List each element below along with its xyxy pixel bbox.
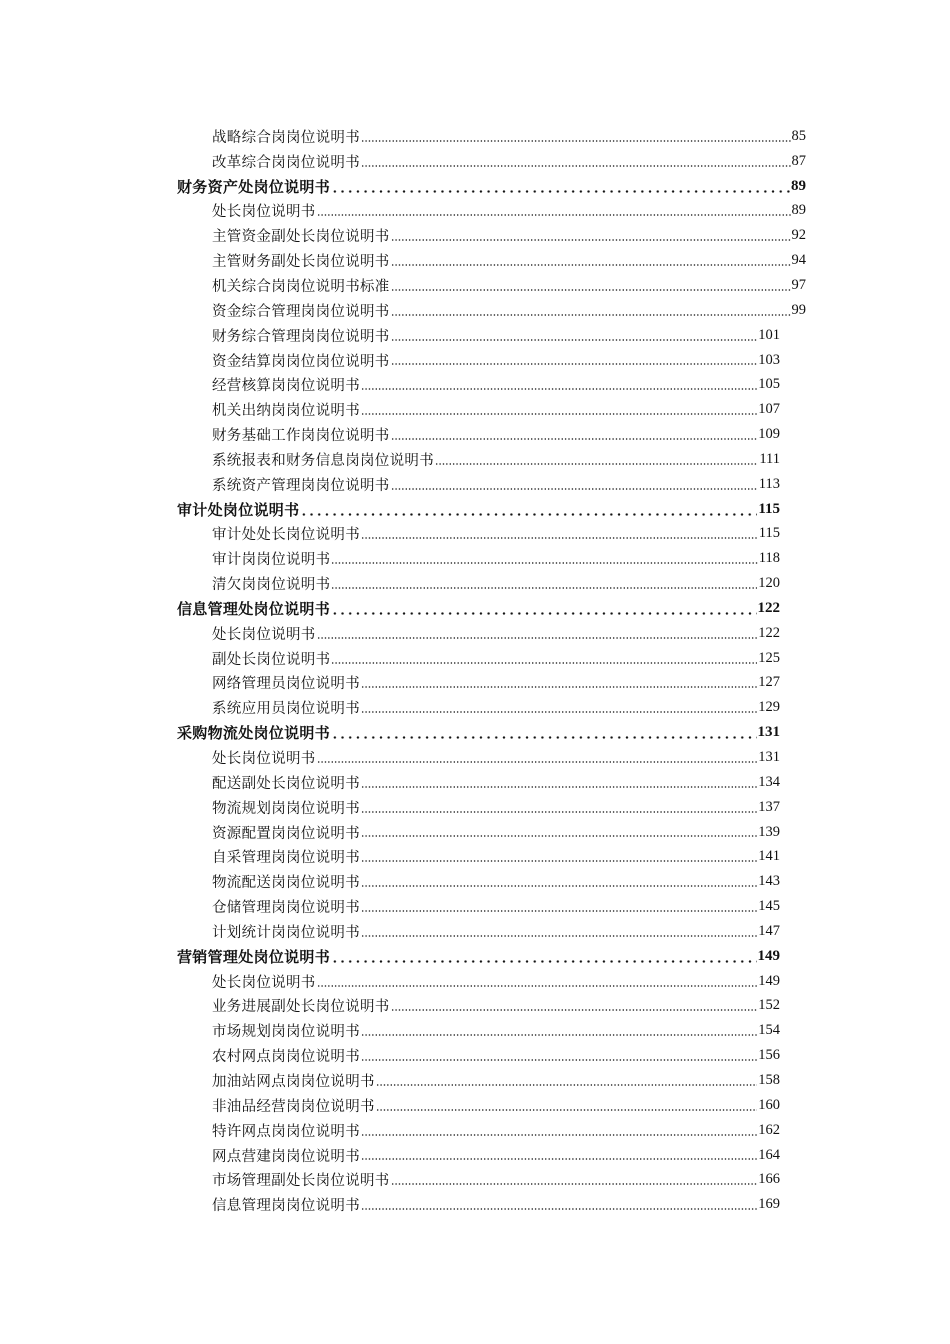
toc-entry[interactable] [212,1118,780,1143]
toc-dot-leader [376,1093,757,1118]
toc-dot-leader [331,571,757,596]
toc-page-number: 113 [758,475,780,492]
toc-entry-title: 资源配置岗岗位说明书 [212,825,360,842]
toc-entry-title: 农村网点岗岗位说明书 [212,1049,360,1066]
toc-entry[interactable] [212,447,780,472]
toc-dot-leader [391,223,791,248]
toc-page-number: 94 [791,252,806,269]
toc-page-number: 143 [758,873,780,890]
toc-entry-title: 配送副处长岗位说明书 [212,775,360,792]
toc-page-number: 111 [759,450,780,467]
toc-entry[interactable] [212,894,780,919]
toc-entry-title: 改革综合岗岗位说明书 [212,154,360,171]
toc-entry[interactable] [212,621,780,646]
toc-page-number: 156 [758,1047,780,1064]
toc-page-number: 125 [758,649,780,666]
toc-dot-leader [391,273,791,298]
toc-page-number: 89 [791,202,806,219]
toc-entry[interactable] [212,422,780,447]
toc-section-entry[interactable] [177,174,806,199]
toc-entry[interactable] [212,969,780,994]
toc-page-number: 99 [791,301,806,318]
toc-dot-leader [361,671,757,696]
toc-page-number: 134 [758,773,780,790]
toc-entry-title: 资金综合管理岗岗位说明书 [212,303,390,320]
toc-entry-title: 采购物流处岗位说明书 [177,724,331,743]
toc-dot-leader [331,596,756,621]
toc-entry[interactable] [212,820,780,845]
toc-entry-title: 审计处处长岗位说明书 [212,527,360,544]
toc-entry-title: 经营核算岗岗位说明书 [212,378,360,395]
toc-dot-leader [435,447,758,472]
toc-entry[interactable] [212,1143,780,1168]
toc-page-number: 139 [758,823,780,840]
toc-entry-title: 市场规划岗岗位说明书 [212,1024,360,1041]
toc-entry[interactable] [212,844,780,869]
toc-page-number: 101 [758,326,780,343]
toc-entry-title: 机关综合岗岗位说明书标准 [212,278,390,295]
toc-dot-leader [391,248,791,273]
toc-dot-leader [331,720,756,745]
toc-dot-leader [391,1167,758,1192]
toc-entry-title: 仓储管理岗岗位说明书 [212,900,360,917]
toc-entry-title: 加油站网点岗岗位说明书 [212,1073,375,1090]
toc-page-number: 127 [758,674,780,691]
toc-dot-leader [361,820,757,845]
toc-entry[interactable] [212,1192,780,1217]
toc-page-number: 131 [758,749,780,766]
toc-page-number: 154 [758,1022,780,1039]
toc-entry[interactable] [212,348,780,373]
toc-page-number: 137 [758,798,780,815]
toc-entry[interactable] [212,1167,780,1192]
toc-entry-title: 战略综合岗岗位说明书 [212,129,360,146]
toc-page-number: 141 [758,848,780,865]
toc-dot-leader [361,1143,757,1168]
toc-entry-title: 市场管理副处长岗位说明书 [212,1173,390,1190]
toc-entry-title: 清欠岗岗位说明书 [212,577,331,594]
toc-dot-leader [391,323,758,348]
toc-dot-leader [361,522,758,547]
toc-entry-title: 财务综合管理岗岗位说明书 [212,328,390,345]
toc-entry[interactable] [212,770,780,795]
toc-entry[interactable] [212,1068,780,1093]
toc-entry-title: 计划统计岗岗位说明书 [212,924,360,941]
toc-dot-leader [361,1192,757,1217]
toc-page-number: 149 [757,947,780,964]
toc-dot-leader [361,770,757,795]
toc-page-number: 145 [758,898,780,915]
toc-entry-title: 主管资金副处长岗位说明书 [212,229,390,246]
toc-page-number: 115 [758,525,780,542]
toc-dot-leader [361,919,757,944]
toc-entry[interactable] [212,223,806,248]
toc-page-number: 97 [791,276,806,293]
toc-entry[interactable] [212,671,780,696]
toc-entry-title: 自采管理岗岗位说明书 [212,850,360,867]
toc-entry[interactable] [212,695,780,720]
toc-page-number: 147 [758,922,780,939]
toc-entry-title: 非油品经营岗岗位说明书 [212,1098,375,1115]
toc-dot-leader [331,546,757,571]
toc-entry-title: 特许网点岗岗位说明书 [212,1123,360,1140]
toc-entry[interactable] [212,273,806,298]
toc-dot-leader [317,969,758,994]
toc-page-number: 162 [758,1121,780,1138]
toc-entry[interactable] [212,1043,780,1068]
toc-page-number: 85 [791,127,806,144]
toc-entry-title: 机关出纳岗岗位说明书 [212,403,360,420]
toc-dot-leader [317,621,758,646]
toc-entry[interactable] [212,795,780,820]
toc-page-number: 92 [791,227,806,244]
toc-entry-title: 系统资产管理岗岗位说明书 [212,477,390,494]
toc-dot-leader [361,1043,757,1068]
toc-dot-leader [361,795,757,820]
toc-entry[interactable] [212,372,780,397]
toc-page-number: 120 [758,575,780,592]
toc-dot-leader [391,422,758,447]
toc-dot-leader [376,1068,757,1093]
toc-entry[interactable] [212,919,780,944]
toc-page-number: 149 [758,972,780,989]
toc-page-number: 115 [758,500,780,517]
toc-page-number: 105 [758,376,780,393]
toc-page-number: 118 [758,550,780,567]
toc-entry-title: 处长岗位说明书 [212,974,316,991]
toc-entry[interactable] [212,323,780,348]
toc-entry[interactable] [212,124,806,149]
toc-page-number: 122 [758,624,780,641]
toc-dot-leader [300,497,757,522]
toc-entry-title: 系统应用员岗位说明书 [212,701,360,718]
toc-page-number: 107 [758,401,780,418]
toc-entry-title: 审计岗岗位说明书 [212,552,331,569]
toc-page-number: 89 [791,177,806,194]
toc-dot-leader [361,397,757,422]
toc-dot-leader [361,1118,757,1143]
toc-page-number: 122 [757,599,780,616]
table-of-contents [0,124,950,1217]
toc-dot-leader [331,944,756,969]
toc-entry-title: 资金结算岗岗位岗位说明书 [212,353,390,370]
toc-dot-leader [361,695,757,720]
toc-entry-title: 处长岗位说明书 [212,626,316,643]
toc-entry-title: 网点营建岗岗位说明书 [212,1148,360,1165]
toc-section-entry[interactable] [177,720,780,745]
toc-entry[interactable] [212,869,780,894]
toc-dot-leader [331,646,757,671]
toc-dot-leader [361,844,757,869]
toc-entry-title: 财务资产处岗位说明书 [177,177,331,196]
toc-dot-leader [361,894,757,919]
toc-entry-title: 信息管理处岗位说明书 [177,599,331,618]
toc-dot-leader [317,745,758,770]
toc-entry-title: 处长岗位说明书 [212,751,316,768]
toc-entry[interactable] [212,745,780,770]
toc-dot-leader [361,1018,757,1043]
toc-entry-title: 物流配送岗岗位说明书 [212,875,360,892]
toc-entry-title: 处长岗位说明书 [212,204,316,221]
toc-entry-title: 系统报表和财务信息岗岗位说明书 [212,452,434,469]
toc-entry[interactable] [212,646,780,671]
toc-entry-title: 物流规划岗岗位说明书 [212,800,360,817]
toc-dot-leader [361,124,791,149]
toc-dot-leader [391,472,758,497]
toc-entry[interactable] [212,149,806,174]
toc-entry[interactable] [212,994,780,1019]
toc-section-entry[interactable] [177,596,780,621]
toc-entry[interactable] [212,199,806,224]
toc-dot-leader [331,174,790,199]
toc-entry[interactable] [212,298,806,323]
toc-dot-leader [317,199,791,224]
toc-entry[interactable] [212,571,780,596]
toc-page-number: 169 [758,1196,780,1213]
toc-entry-title: 信息管理岗岗位说明书 [212,1198,360,1215]
toc-page-number: 164 [758,1146,780,1163]
toc-entry[interactable] [212,1018,780,1043]
toc-section-entry[interactable] [177,944,780,969]
toc-entry-title: 审计处岗位说明书 [177,500,300,519]
toc-entry-title: 营销管理处岗位说明书 [177,947,331,966]
toc-entry-title: 副处长岗位说明书 [212,651,331,668]
toc-page-number: 131 [757,724,780,741]
toc-page-number: 160 [758,1096,780,1113]
toc-page-number: 152 [758,997,780,1014]
toc-section-entry[interactable] [177,497,780,522]
toc-page-number: 129 [758,699,780,716]
toc-entry[interactable] [212,248,806,273]
toc-entry[interactable] [212,397,780,422]
toc-entry-title: 业务进展副处长岗位说明书 [212,999,390,1016]
toc-entry[interactable] [212,472,780,497]
toc-entry-title: 主管财务副处长岗位说明书 [212,254,390,271]
toc-dot-leader [391,348,758,373]
toc-entry[interactable] [212,1093,780,1118]
toc-page-number: 109 [758,426,780,443]
toc-dot-leader [391,994,758,1019]
toc-entry-title: 财务基础工作岗岗位说明书 [212,428,390,445]
toc-dot-leader [391,298,791,323]
toc-dot-leader [361,149,791,174]
toc-entry[interactable] [212,546,780,571]
toc-entry-title: 网络管理员岗位说明书 [212,676,360,693]
toc-entry[interactable] [212,522,780,547]
toc-page-number: 166 [758,1171,780,1188]
toc-page-number: 103 [758,351,780,368]
toc-page-number: 158 [758,1071,780,1088]
toc-dot-leader [361,869,757,894]
toc-page-number: 87 [791,152,806,169]
toc-dot-leader [361,372,757,397]
